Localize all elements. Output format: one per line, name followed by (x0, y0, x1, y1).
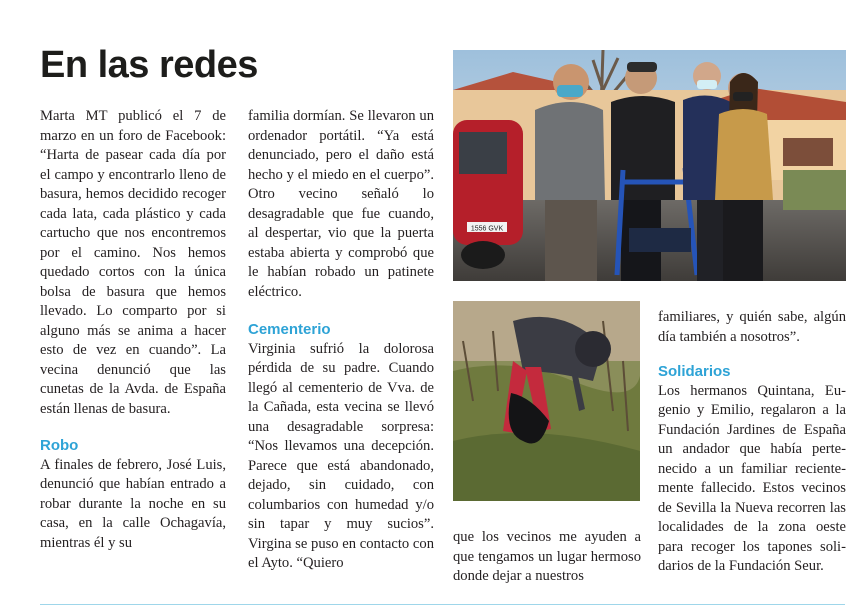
cementerio-paragraph: Virginia sufrió la dolorosa pérdida de su padre. Cuando llegó al cementerio de Vva. de la Cañada, esta vecina se llevó una desagradable sorpresa: “Nos llevamos una decepción. Parece que está abandonado, dejado, sin cuidado, con columbarios con humedad y/o sin tapar y muy sucios”. Virgina se puso en contacto con el Ayto. “Quiero (248, 340, 434, 571)
license-plate-text: 1556 GVK (470, 225, 504, 233)
article-column-3 (453, 528, 641, 587)
cementerio-end-paragraph: familiares, y quién sabe, algún día también a nosotros”. (658, 309, 846, 345)
solidarios-paragraph: Los hermanos Quintana, Eugenio y Emilio, regalaron a la Fundación Jardines de España un andador que había pertenecido a un familiar recientemente fallecido. Estos vecinos de Sevilla la Nueva recorren las localidades de la zona oeste para recoger los tapones solidarios de la Fundación Seur. (658, 382, 846, 574)
litter-pickup-photo (453, 301, 640, 501)
robo-paragraph: A finales de febrero, José Luis, denunció que habían entrado a robar durante la noche en su casa, en la calle Ochagavía, mientras él y su (40, 456, 226, 551)
article-column-1 (40, 107, 226, 553)
solidarios-heading: Solidarios (658, 363, 731, 380)
cementerio-heading: Cementerio (248, 321, 331, 338)
article-column-4 (658, 308, 846, 577)
intro-paragraph: Marta MT publicó el 7 de marzo en un foro de Facebook: “Harta de pasear cada día por el campo y encontrarlo lleno de basura, hemos decidido recoger cada lata, cada plástico y cada cartucho que nos encontremos por el camino. Nos hemos quedado cortos con la única bolsa de basura que hemos llevado. Lo comparto por si alguno más se anima a hacer esto de vez en cuando”. La vecina denunció que las cunetas de la Avda. de España están llenas de basura. (40, 108, 226, 417)
robo-heading: Robo (40, 437, 79, 454)
cementerio-continued-paragraph: que los vecinos me ayuden a que tengamos un lugar hermoso donde dejar a nuestros (453, 529, 641, 584)
group-photo (453, 50, 846, 281)
section-title: En las redes (40, 44, 258, 86)
robo-continued-paragraph: familia dormían. Se llevaron un ordenador portátil. “Ya está denunciado, pero el daño está hecho y el miedo en el cuerpo”. Otro vecino señaló lo desagradable que fue cuando, al despertar, vio que la puerta estaba abierta y comprobó que le habían robado un patinete eléctrico. (248, 108, 434, 300)
article-column-2 (248, 107, 434, 574)
bottom-divider (40, 604, 845, 605)
